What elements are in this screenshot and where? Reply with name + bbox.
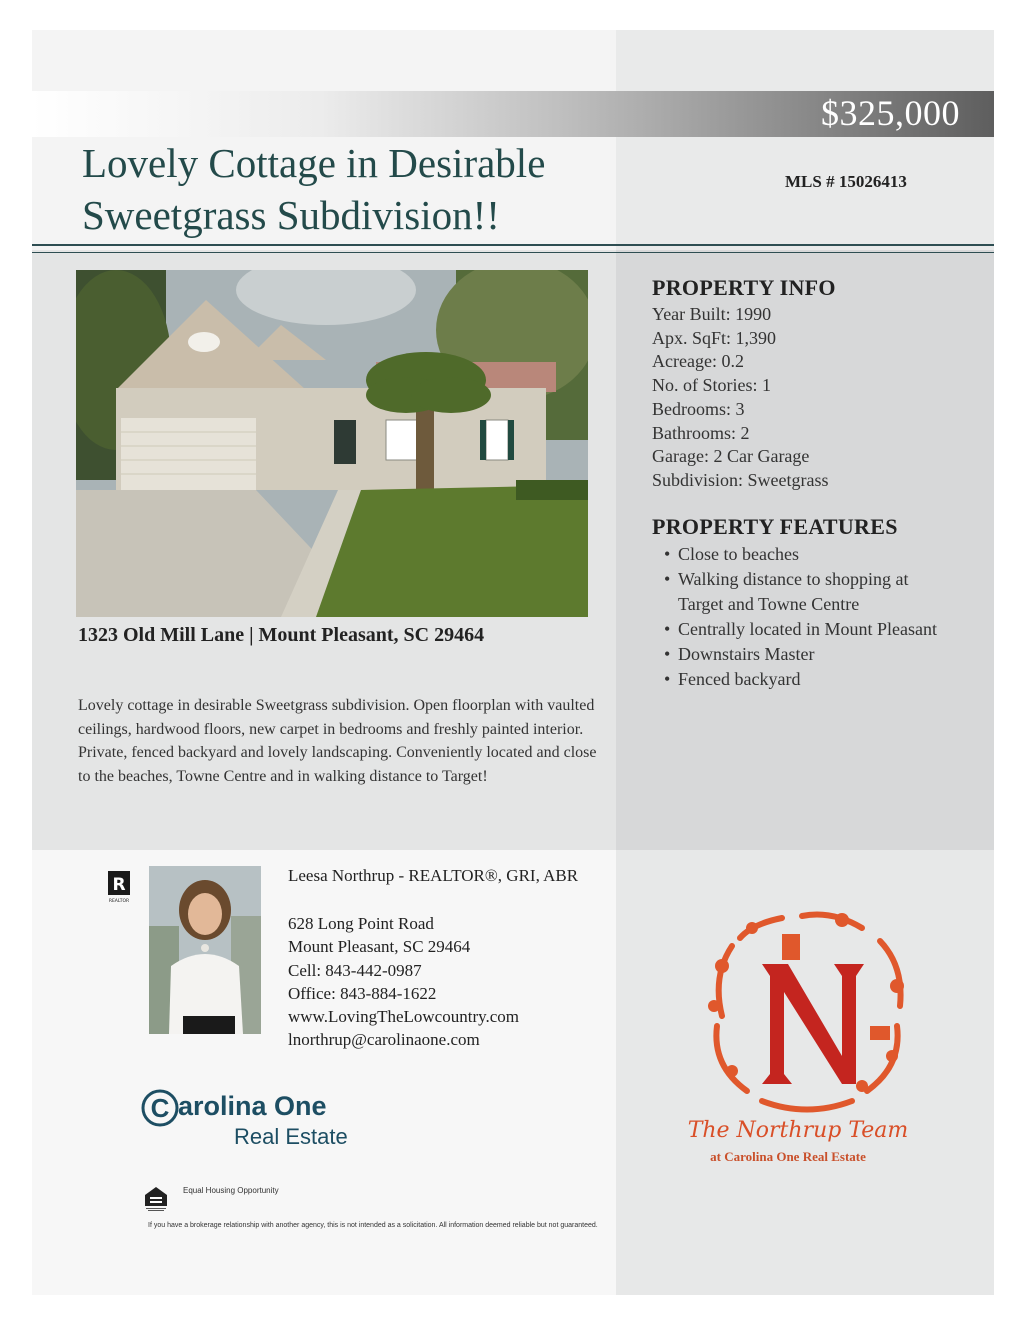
team-subtitle: at Carolina One Real Estate	[710, 1149, 866, 1164]
svg-text:N: N	[806, 1111, 808, 1112]
svg-text:C: C	[150, 1093, 170, 1123]
info-acreage: Acreage: 0.2	[652, 351, 744, 372]
feature-item: • Centrally located in Mount Pleasant	[664, 617, 944, 642]
agent-name: Leesa Northrup - REALTOR®, GRI, ABR	[288, 866, 579, 885]
listing-price: $325,000	[821, 93, 960, 133]
info-sqft: Apx. SqFt: 1,390	[652, 327, 777, 348]
agent-office: Office: 843-884-1622	[288, 983, 437, 1003]
property-address: 1323 Old Mill Lane | Mount Pleasant, SC 29464	[78, 624, 485, 646]
feature-item: • Close to beaches	[664, 542, 944, 567]
property-description: Lovely cottage in desirable Sweetgrass subdivision. Open floorplan with vaulted ceilings, hardwood floors, new carpet in bedrooms and freshly painted interior. Private, fenced backyard and lovely landscaping. Conveniently located and close to the beaches, Towne Centre and in walking distance to Target!	[78, 697, 597, 785]
agent-address-line1: 628 Long Point Road	[288, 914, 434, 933]
brokerage-name: arolina One	[178, 1091, 327, 1121]
feature-item: • Fenced backyard	[664, 667, 944, 692]
header-divider	[32, 244, 994, 246]
info-stories: No. of Stories: 1	[652, 375, 771, 396]
mls-number: MLS # 15026413	[785, 172, 907, 191]
svg-text:R: R	[112, 875, 126, 895]
realtor-logo	[106, 870, 134, 904]
info-bedrooms: Bedrooms: 3	[652, 398, 745, 419]
carolina-one-logo-icon	[140, 1088, 180, 1133]
agent-address-line2: Mount Pleasant, SC 29464	[288, 937, 471, 957]
listing-title: Lovely Cottage in Desirable Sweetgrass Subdivision!!	[82, 140, 546, 238]
agent-contact	[288, 912, 519, 1052]
agent-website-link[interactable]: www.LovingTheLowcountry.com	[288, 1007, 520, 1027]
feature-item: • Walking distance to shopping at Target and Towne Centre	[664, 567, 944, 617]
disclaimer: If you have a brokerage relationship with another agency, this is not intended as a solicitation. All information deemed reliable but not guaranteed.	[148, 1222, 598, 1229]
info-garage: Garage: 2 Car Garage	[652, 446, 810, 467]
info-year-built: Year Built: 1990	[652, 304, 772, 324]
agent-cell: Cell: 843-442-0987	[288, 960, 422, 980]
equal-housing-text: Equal Housing Opportunity	[183, 1186, 279, 1195]
header-right-panel	[616, 30, 994, 250]
house-photo	[76, 270, 588, 617]
property-features-list	[664, 542, 944, 692]
feature-item: • Downstairs Master	[664, 642, 944, 667]
property-info-list	[652, 303, 829, 493]
header-divider-thin	[32, 252, 994, 253]
team-name: The Northrup Team	[687, 1118, 909, 1143]
agent-photo	[149, 866, 261, 1034]
agent-email-link[interactable]: lnorthrup@carolinaone.com	[288, 1030, 480, 1050]
info-bathrooms: Bathrooms: 2	[652, 422, 750, 443]
property-features-heading: PROPERTY FEATURES	[652, 514, 898, 539]
northrup-team-emblem	[692, 906, 922, 1120]
info-subdivision: Subdivision: Sweetgrass	[652, 469, 829, 490]
svg-text:REALTOR: REALTOR	[108, 899, 130, 904]
property-info-heading: PROPERTY INFO	[652, 275, 836, 300]
brokerage-subtitle: Real Estate	[234, 1124, 348, 1149]
equal-housing-icon	[144, 1186, 168, 1212]
